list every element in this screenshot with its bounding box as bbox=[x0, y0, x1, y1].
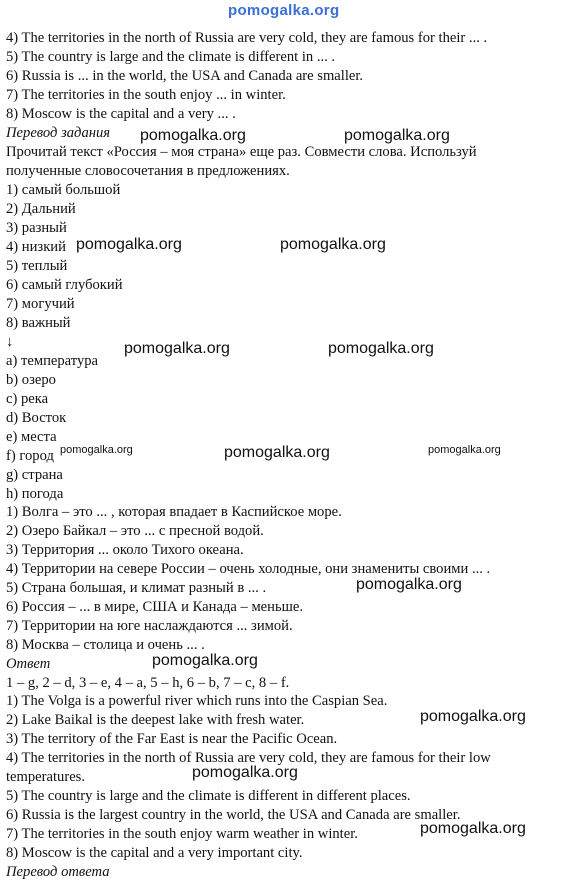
watermark: pomogalka.org bbox=[60, 444, 133, 456]
watermark: pomogalka.org bbox=[420, 708, 526, 725]
list-item: 7) могучий bbox=[6, 296, 75, 312]
text-line: полученные словосочетания в предложениях. bbox=[6, 163, 290, 179]
text-line: 8) Moscow is the capital and a very ... . bbox=[6, 106, 236, 122]
text-line: 2) Озеро Байкал – это ... с пресной водой. bbox=[6, 523, 264, 539]
text-line: 4) The territories in the north of Russia are very cold, they are famous for their low bbox=[6, 750, 491, 766]
text-line: 4) The territories in the north of Russia are very cold, they are famous for their ... . bbox=[6, 30, 488, 46]
text-line: Прочитай текст «Россия – моя страна» еще раз. Совмести слова. Используй bbox=[6, 144, 477, 160]
text-line: 2) Lake Baikal is the deepest lake with fresh water. bbox=[6, 712, 305, 728]
list-item: 8) важный bbox=[6, 315, 71, 331]
arrow-down-icon: ↓ bbox=[6, 334, 14, 350]
watermark: pomogalka.org bbox=[344, 127, 450, 144]
text-line: 1 – g, 2 – d, 3 – e, 4 – a, 5 – h, 6 – b, 7 – c, 8 – f. bbox=[6, 675, 290, 691]
list-item: 1) самый большой bbox=[6, 182, 121, 198]
section-heading: Перевод ответа bbox=[6, 864, 110, 880]
text-line: 6) Russia is the largest country in the world, the USA and Canada are smaller. bbox=[6, 807, 461, 823]
text-line: 5) Страна большая, и климат разный в ... . bbox=[6, 580, 267, 596]
text-line: temperatures. bbox=[6, 769, 86, 785]
text-line: 6) Russia is ... in the world, the USA and Canada are smaller. bbox=[6, 68, 364, 84]
list-item: c) река bbox=[6, 391, 49, 407]
watermark: pomogalka.org bbox=[76, 236, 182, 253]
section-heading: Ответ bbox=[6, 656, 51, 672]
list-item: b) озеро bbox=[6, 372, 56, 388]
text-line: 7) The territories in the south enjoy ... in winter. bbox=[6, 87, 286, 103]
watermark: pomogalka.org bbox=[356, 576, 462, 593]
list-item: 3) разный bbox=[6, 220, 67, 236]
text-line: 8) Москва – столица и очень ... . bbox=[6, 637, 205, 653]
list-item: e) места bbox=[6, 429, 57, 445]
list-item: 2) Дальний bbox=[6, 201, 76, 217]
list-item: h) погода bbox=[6, 486, 64, 502]
section-heading: Перевод задания bbox=[6, 125, 111, 141]
text-line: 6) Россия – ... в мире, США и Канада – меньше. bbox=[6, 599, 303, 615]
watermark: pomogalka.org bbox=[428, 444, 501, 456]
list-item: 4) низкий bbox=[6, 239, 66, 255]
watermark: pomogalka.org bbox=[192, 764, 298, 781]
text-line: 5) The country is large and the climate is different in different places. bbox=[6, 788, 411, 804]
list-item: d) Восток bbox=[6, 410, 67, 426]
list-item: f) город bbox=[6, 448, 54, 464]
watermark: pomogalka.org bbox=[328, 340, 434, 357]
watermark: pomogalka.org bbox=[420, 820, 526, 837]
text-line: 8) Moscow is the capital and a very important city. bbox=[6, 845, 303, 861]
text-line: 4) Территории на севере России – очень холодные, они знамениты своими ... . bbox=[6, 561, 491, 577]
list-item: 6) самый глубокий bbox=[6, 277, 123, 293]
text-line: 7) Территории на юге наслаждаются ... зимой. bbox=[6, 618, 293, 634]
text-line: 5) The country is large and the climate is different in ... . bbox=[6, 49, 336, 65]
header-watermark: pomogalka.org bbox=[228, 2, 340, 19]
text-line: 1) Волга – это ... , которая впадает в Каспийское море. bbox=[6, 504, 342, 520]
watermark: pomogalka.org bbox=[224, 444, 330, 461]
watermark: pomogalka.org bbox=[152, 652, 258, 669]
watermark: pomogalka.org bbox=[140, 127, 246, 144]
text-line: 3) Территория ... около Тихого океана. bbox=[6, 542, 244, 558]
text-line: 7) The territories in the south enjoy warm weather in winter. bbox=[6, 826, 358, 842]
text-line: 1) The Volga is a powerful river which runs into the Caspian Sea. bbox=[6, 693, 388, 709]
watermark: pomogalka.org bbox=[124, 340, 230, 357]
watermark: pomogalka.org bbox=[280, 236, 386, 253]
list-item: g) страна bbox=[6, 467, 63, 483]
list-item: 5) теплый bbox=[6, 258, 68, 274]
text-line: 3) The territory of the Far East is near the Pacific Ocean. bbox=[6, 731, 338, 747]
list-item: a) температура bbox=[6, 353, 99, 369]
